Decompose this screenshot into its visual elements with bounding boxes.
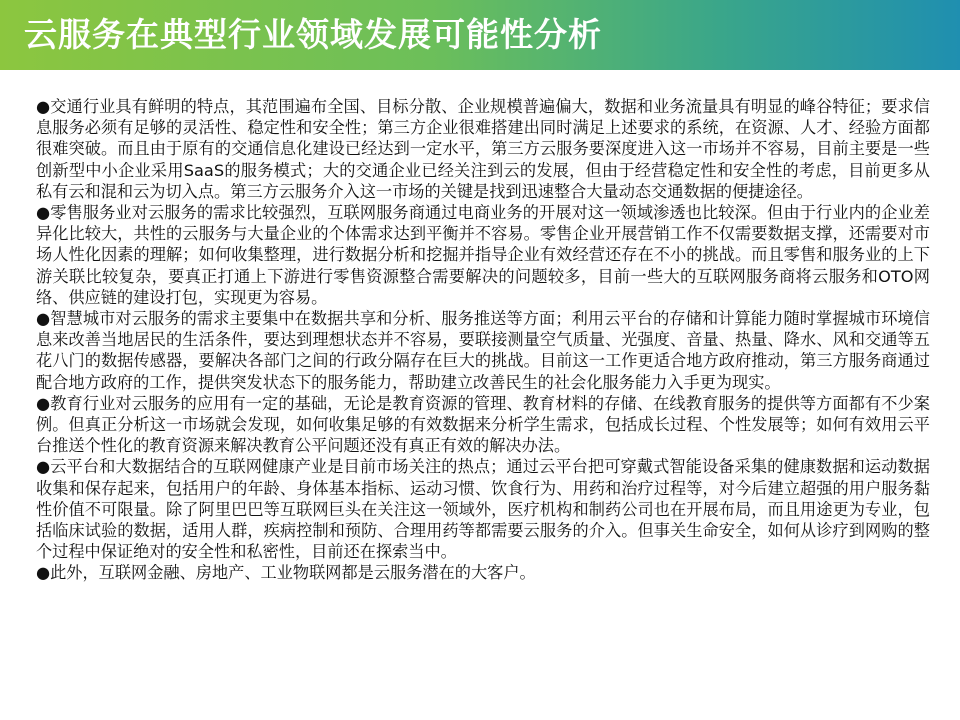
bullet-icon: ●: [36, 97, 51, 116]
bullet-icon: ●: [36, 457, 51, 477]
slide-content: [36, 96, 930, 584]
bullet-icon: ●: [36, 563, 51, 583]
paragraph-text: 智慧城市对云服务的需求主要集中在数据共享和分析、服务推送等方面；利用云平台的存储和计算能力随时掌握城市环境信息来改善当地居民的生活条件，要达到理想状态并不容易，要联接测量空气质量、光强度、音量、热量、降水、风和交通等五花八门的数据传感器，要解决各部门之间的行政分隔存在巨大的挑战。目前这一工作更适合地方政府推动，第三方服务商通过配合地方政府的工作，提供突发状态下的服务能力，帮助建立改善民生的社会化服务能力入手更为现实。: [36, 309, 930, 392]
paragraph-text: 交通行业具有鲜明的特点，其范围遍布全国、目标分散、企业规模普遍偏大，数据和业务流量具有明显的峰谷特征；要求信息服务必须有足够的灵活性、稳定性和安全性；第三方企业很难搭建出同时满足上述要求的系统，在资源、人才、经验方面都很难突破。而且由于原有的交通信息化建设已经达到一定水平，第三方云服务要深度进入这一市场并不容易，目前主要是一些创新型中小企业采用SaaS的服务模式；大的交通企业已经关注到云的发展，但由于经营稳定性和安全性的考虑，目前更多从私有云和混和云为切入点。第三方云服务介入这一市场的关键是找到迅速整合大量动态交通数据的便捷途径。: [36, 97, 930, 201]
paragraph-retail: [36, 202, 930, 308]
paragraph-text: 零售服务业对云服务的需求比较强烈，互联网服务商通过电商业务的开展对这一领域渗透也比较深。但由于行业内的企业差异化比较大，共性的云服务与大量企业的个体需求达到平衡并不容易。零售企业开展营销工作不仅需要数据支撑，还需要对市场人性化因素的理解；如何收集整理，进行数据分析和挖掘并指导企业有效经营还存在不小的挑战。而且零售和服务业的上下游关联比较复杂，要真正打通上下游进行零售资源整合需要解决的问题较多，目前一些大的互联网服务商将云服务和OTO网络、供应链的建设打包，实现更为容易。: [36, 203, 930, 307]
paragraph-text: 教育行业对云服务的应用有一定的基础，无论是教育资源的管理、教育材料的存储、在线教育服务的提供等方面都有不少案例。但真正分析这一市场就会发现，如何收集足够的有效数据来分析学生需求，包括成长过程、个性发展等；如何有效用云平台推送个性化的教育资源来解决教育公平问题还没有真正有效的解决办法。: [36, 393, 930, 456]
paragraph-transportation: [36, 96, 930, 202]
paragraph-others: [36, 562, 930, 583]
slide-title: 云服务在典型行业领域发展可能性分析: [24, 15, 602, 54]
title-bar: [0, 0, 960, 70]
paragraph-education: [36, 393, 930, 457]
paragraph-smart-city: [36, 308, 930, 393]
bullet-icon: ●: [36, 203, 51, 223]
paragraph-text: 此外，互联网金融、房地产、工业物联网都是云服务潜在的大客户。: [50, 563, 536, 583]
bullet-icon: ●: [36, 393, 51, 413]
bullet-icon: ●: [36, 309, 51, 329]
paragraph-text: 云平台和大数据结合的互联网健康产业是目前市场关注的热点；通过云平台把可穿戴式智能设备采集的健康数据和运动数据收集和保存起来，包括用户的年龄、身体基本指标、运动习惯、饮食行为、用药和治疗过程等，对今后建立超强的用户服务黏性价值不可限量。除了阿里巴巴等互联网巨头在关注这一领域外，医疗机构和制药公司也在开展布局，而且用途更为专业，包括临床试验的数据，适用人群，疾病控制和预防、合理用药等都需要云服务的介入。但事关生命安全，如何从诊疗到网购的整个过程中保证绝对的安全性和私密性，目前还在探索当中。: [36, 457, 930, 562]
paragraph-health: [36, 456, 930, 562]
